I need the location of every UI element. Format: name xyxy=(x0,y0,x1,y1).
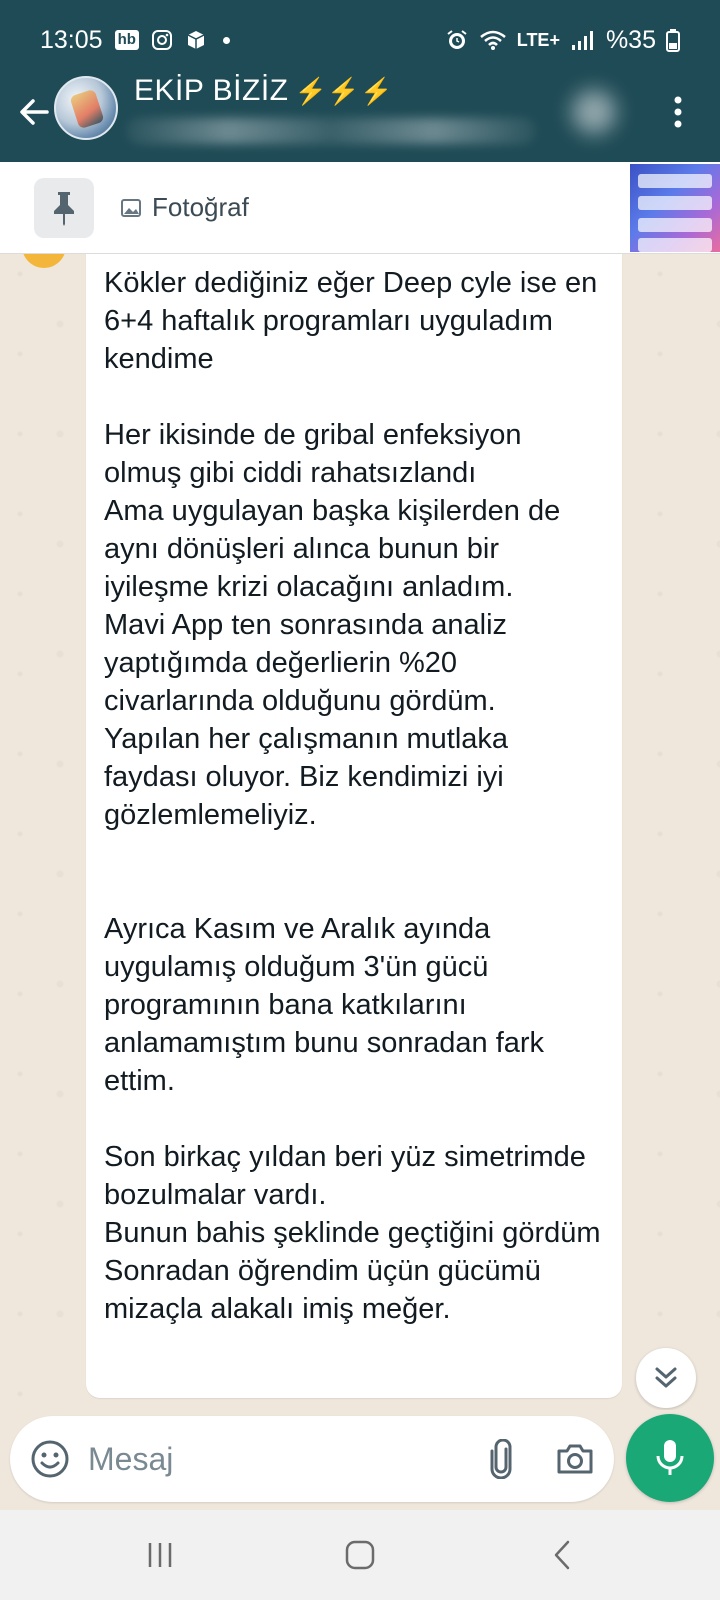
group-name: EKİP BİZİZ xyxy=(134,74,289,107)
pinned-thumbnail[interactable] xyxy=(630,164,720,252)
network-type-label: LTE+ xyxy=(516,29,560,50)
instagram-icon xyxy=(151,29,173,51)
package-icon xyxy=(185,29,207,51)
more-options-button[interactable] xyxy=(656,88,700,136)
more-vertical-icon xyxy=(673,95,683,129)
chevron-left-icon xyxy=(551,1539,573,1571)
photo-icon xyxy=(120,197,142,219)
camera-button[interactable] xyxy=(550,1436,600,1482)
message-input[interactable] xyxy=(88,1434,448,1484)
blurred-icon xyxy=(572,90,616,134)
lightning-emoji: ⚡⚡⚡ xyxy=(294,75,394,106)
sender-avatar[interactable] xyxy=(22,254,66,268)
system-nav-bar xyxy=(0,1510,720,1600)
app-bar xyxy=(0,74,720,162)
emoji-icon xyxy=(30,1439,70,1479)
home-icon xyxy=(344,1539,376,1571)
message-bubble[interactable] xyxy=(86,254,622,1398)
double-chevron-down-icon xyxy=(654,1365,678,1391)
microphone-icon xyxy=(655,1438,685,1478)
paperclip-icon xyxy=(486,1439,516,1479)
status-time: 13:05 xyxy=(40,25,103,54)
group-title[interactable] xyxy=(134,74,393,108)
app-badge-icon: hb xyxy=(115,30,139,50)
voice-message-button[interactable] xyxy=(626,1414,714,1502)
pinned-content xyxy=(120,192,249,223)
group-avatar[interactable] xyxy=(54,76,118,140)
system-back-button[interactable] xyxy=(532,1530,592,1580)
message-composer xyxy=(10,1416,614,1502)
home-button[interactable] xyxy=(330,1530,390,1580)
status-bar xyxy=(0,0,720,80)
camera-icon xyxy=(555,1442,595,1476)
battery-icon xyxy=(666,28,680,52)
recent-apps-icon xyxy=(145,1541,175,1569)
pin-icon xyxy=(50,190,78,226)
attach-button[interactable] xyxy=(478,1436,524,1482)
back-button[interactable] xyxy=(12,90,56,134)
chat-area[interactable] xyxy=(0,254,720,1410)
notification-dot-icon xyxy=(223,37,230,44)
scroll-to-bottom-button[interactable] xyxy=(636,1348,696,1408)
wifi-icon xyxy=(479,29,507,51)
pinned-label-text: Fotoğraf xyxy=(152,192,249,222)
emoji-button[interactable] xyxy=(28,1437,72,1481)
pin-button[interactable] xyxy=(34,178,94,238)
battery-percent: %35 xyxy=(605,25,656,54)
blurred-participants xyxy=(126,118,536,144)
signal-icon xyxy=(570,29,596,51)
chat-header xyxy=(0,0,720,162)
pinned-message-bar[interactable] xyxy=(0,162,720,254)
arrow-left-icon xyxy=(17,95,51,129)
message-text: Kökler dediğiniz eğer Deep cyle ise en 6+4 haftalık programları uyguladım kendime Her ikisinde de gribal enfeksiyon olmuş gibi ciddi rahatsızlandı Ama uygulayan başka kişilerden de aynı dönüşleri alınca bunun bir iyileşme krizi olacağını anladım. Mavi App ten sonrasında analiz yaptığımda değerlierin %20 civarlarında olduğunu gördüm. Yapılan her çalışmanın mutlaka faydası oluyor. Biz kendimizi iyi gözlemlemeliyiz. Ayrıca Kasım ve Aralık ayında uygulamış olduğum 3'ün gücü programının bana katkılarını anlamamıştım bunu sonradan fark ettim. Son birkaç yıldan beri yüz simetrimde bozulmalar vardı. Bunun bahis şeklinde geçtiğini gördüm Sonradan öğrendim üçün gücümü mizaçla alakalı imiş meğer. xyxy=(104,267,601,1325)
recent-apps-button[interactable] xyxy=(130,1530,190,1580)
alarm-icon xyxy=(445,28,469,52)
